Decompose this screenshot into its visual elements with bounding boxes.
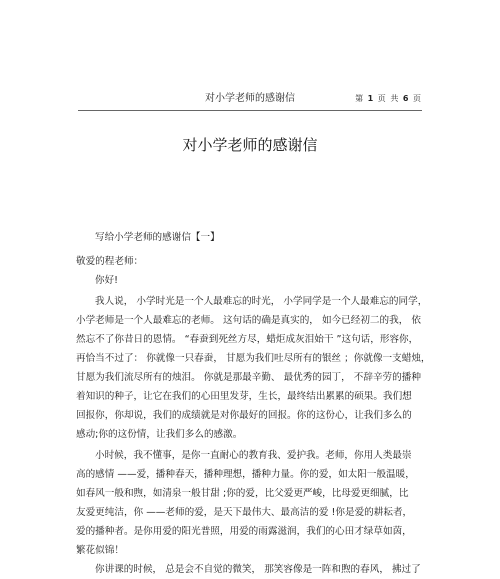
body-line: 爱的播种者。是你用爱的阳光普照，用爱的雨露滋润，我们的心田才绿草如茵， (76, 526, 412, 537)
body-line: 再恰当不过了： 你就像一只春蚕， 甘愿为我们吐尽所有的银丝 ；你就像一支蜡烛， (76, 353, 431, 364)
body-line: 着知识的种子，让它在我们的心田里发芽，生长，最终结出累累的硕果。我们想 (76, 391, 412, 402)
greeting: 你好! (95, 275, 119, 286)
page-current: 1 (367, 94, 375, 103)
page-label-middle: 页 共 (377, 94, 400, 103)
running-header-title: 对小学老师的感谢信 (205, 93, 295, 104)
body-line: 回报你，你却说，我们的成绩就是对你最好的回报。你的这份心，让我们多么的 (76, 410, 412, 421)
body-line: 繁花似锦！ (76, 545, 124, 556)
body-line: 小时候，我不懂事，是你一直耐心的教育我、爱护我。老师，你用人类最崇 (95, 450, 412, 461)
body-line: 高的感情 ——爱，播种春天，播种理想，播种力量。你的爱，如太阳一般温暖， (76, 469, 415, 480)
document-title: 对小学老师的感谢信 (182, 136, 318, 154)
body-line: 你讲课的时候， 总是会不自觉的微笑， 那笑容像是一阵和煦的春风， 拂过了 (95, 564, 421, 575)
body-line: 小学老师是一个人最难忘的老师。 这句话的确是真实的， 如今已经初二的我， 依 (76, 315, 421, 326)
body-line: 如春风一般和煦，如清泉一般甘甜 ;你的爱，比父爱更严峻，比母爱更细腻，比 (76, 488, 409, 499)
body-line: 甘愿为我们流尽所有的烛泪。 你就是那最辛勤、 最优秀的园丁， 不辞辛劳的播种 (76, 372, 421, 383)
body-line: 我人说， 小学时光是一个人最难忘的时光， 小学同学是一个人最难忘的同学， (95, 296, 428, 307)
page-number-indicator (355, 93, 422, 104)
body-line: 然忘不了你昔日的恩情。 “春蚕到死丝方尽，蜡炬成灰泪始干 ”这句话，形容你， (76, 334, 419, 345)
page-label-suffix: 页 (413, 94, 422, 103)
salutation: 敬爱的程老师： (76, 256, 144, 267)
header-divider (78, 110, 422, 111)
body-line: 友爱更纯洁，你 ——老师的爱，是天下最伟大、最高洁的爱 !你是爱的耕耘者， (76, 507, 413, 518)
section-heading: 写给小学老师的感谢信【一】 (95, 232, 220, 243)
body-line: 感动;你的这份情，让我们多么的感激。 (76, 429, 243, 440)
page-label-prefix: 第 (355, 94, 365, 103)
page-total: 6 (402, 94, 410, 103)
